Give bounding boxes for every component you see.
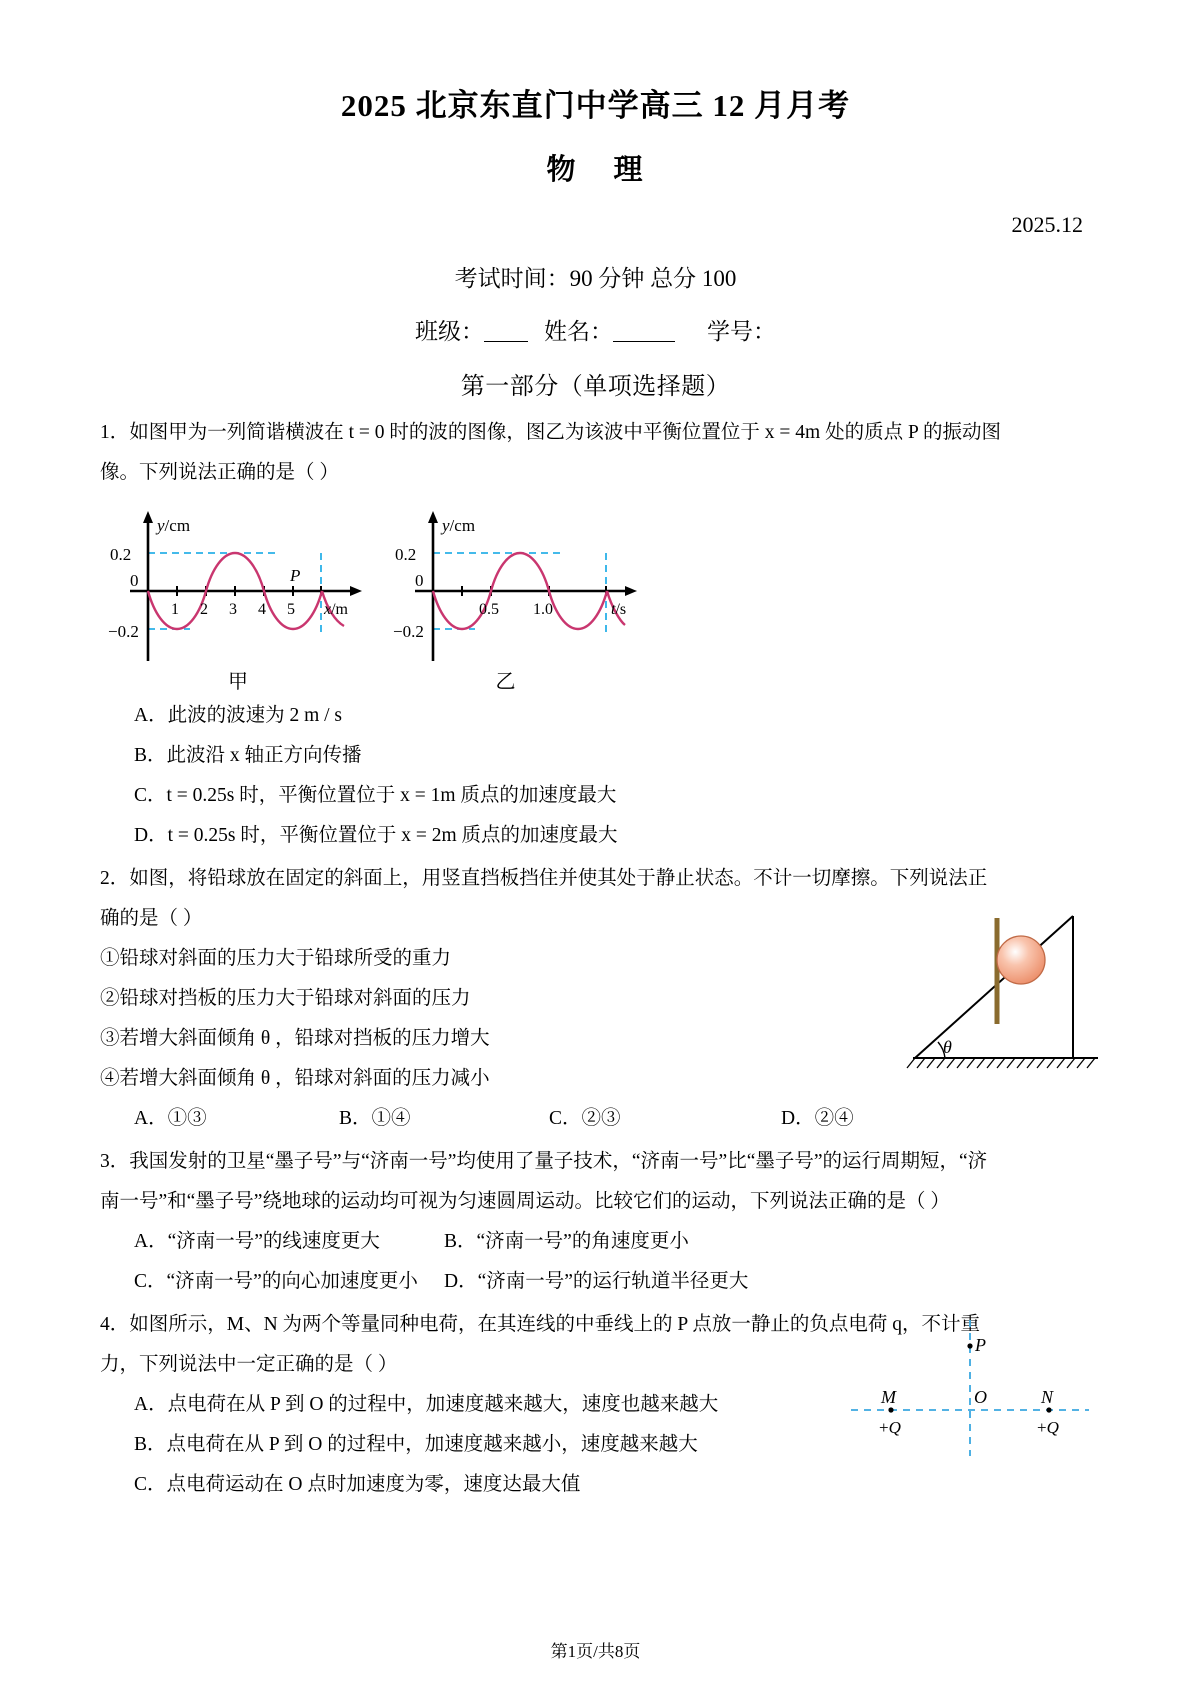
field-label-id: 学号： <box>707 319 776 344</box>
exam-date: 2025.12 <box>1011 212 1083 237</box>
question-2-statement-1: ①铅球对斜面的压力大于铅球所受的重力 <box>100 948 452 969</box>
question-3 <box>100 1142 1091 1222</box>
question-2-option-d[interactable]: D．②④ <box>781 1108 854 1129</box>
wave1-xtick-2: 2 <box>200 601 208 618</box>
wave1-xtick-5: 5 <box>287 601 295 618</box>
wave2-ylabel: y/cm <box>442 516 476 535</box>
question-4-option-a[interactable]: A．点电荷在从 P 到 O 的过程中，加速度越来越大，速度也越来越大 <box>134 1394 719 1415</box>
question-1-stem-line2: 像。下列说法正确的是（ ） <box>100 462 339 483</box>
charge-m-marker <box>888 1407 893 1412</box>
charge-m-value: +Q <box>879 1418 901 1437</box>
figure-point-charges <box>845 1318 1095 1458</box>
wave1-ytick-pos: 0.2 <box>110 545 132 564</box>
charge-n-value: +Q <box>1037 1418 1059 1437</box>
wave1-xtick-1: 1 <box>171 601 179 618</box>
wave1-ylabel: y/cm <box>157 516 191 535</box>
student-info-fields <box>100 313 1091 346</box>
question-4-option-b[interactable]: B．点电荷在从 P 到 O 的过程中，加速度越来越小，速度越来越大 <box>134 1434 698 1455</box>
question-3-options-row-1 <box>100 1222 1091 1262</box>
question-3-stem-line1: 我国发射的卫星“墨子号”与“济南一号”均使用了量子技术，“济南一号”比“墨子号”的运行周期短，“济 <box>129 1151 988 1172</box>
question-3-options-row-2 <box>100 1262 1091 1302</box>
point-o-label: O <box>974 1387 987 1407</box>
figure-caption-jia: 甲 <box>228 671 248 693</box>
exam-duration-info: 考试时间：90 分钟 总分 100 <box>454 266 737 291</box>
question-1-option-c[interactable]: C．t = 0.25s 时，平衡位置位于 x = 1m 质点的加速度最大 <box>134 785 617 806</box>
page-title: 2025 北京东直门中学高三 12 月月考 <box>340 88 851 123</box>
figure-caption-yi: 乙 <box>495 671 516 693</box>
wave1-point-p: P <box>290 566 301 585</box>
subject-title <box>100 147 1091 188</box>
figure-wave-t <box>368 501 643 694</box>
question-1-option-b[interactable]: B．此波沿 x 轴正方向传播 <box>134 745 362 766</box>
question-4-option-c[interactable]: C．点电荷运动在 O 点时加速度为零，速度达最大值 <box>134 1474 581 1495</box>
question-2-statement-2: ②铅球对挡板的压力大于铅球对斜面的压力 <box>100 988 471 1009</box>
question-1-option-d[interactable]: D．t = 0.25s 时，平衡位置位于 x = 2m 质点的加速度最大 <box>134 825 618 846</box>
subject-char-right: 理 <box>613 154 645 186</box>
question-3-option-b[interactable]: B．“济南一号”的角速度更小 <box>444 1231 689 1252</box>
question-1-figures <box>100 501 1091 694</box>
field-label-class: 班级： <box>415 319 484 344</box>
wave-chart-jia <box>108 501 368 671</box>
question-2-stem-line2: 确的是（ ） <box>100 908 203 929</box>
subject-char-left: 物 <box>546 154 578 186</box>
charge-n-marker <box>1046 1407 1051 1412</box>
wave1-xlabel: x/m <box>324 601 348 618</box>
section-part-one: 第一部分（单项选择题） <box>460 374 731 400</box>
question-1-option-a[interactable]: A．此波的波速为 2 m / s <box>134 705 343 726</box>
lead-ball-icon <box>997 936 1045 984</box>
wave-chart-yi <box>393 501 643 671</box>
field-label-name: 姓名： <box>544 319 613 344</box>
question-1 <box>100 413 1091 493</box>
wave2-xlabel: t/s <box>611 601 627 618</box>
question-4-number: 4． <box>100 1314 130 1335</box>
question-2-number: 2． <box>100 868 130 889</box>
wave2-ytick-pos: 0.2 <box>395 545 417 564</box>
question-2-stem-line1: 如图，将铅球放在固定的斜面上，用竖直挡板挡住并使其处于静止状态。不计一切摩擦。下列说法正 <box>129 868 988 889</box>
question-2-statement-4: ④若增大斜面倾角 θ ，铅球对斜面的压力减小 <box>100 1068 490 1089</box>
wave2-ytick-neg: −0.2 <box>393 622 424 641</box>
question-1-stem-line1: 如图甲为一列简谐横波在 t = 0 时的波的图像，图乙为该波中平衡位置位于 x = 4m 处的质点 P 的振动图 <box>129 422 1001 443</box>
incline-angle-label: θ <box>943 1037 952 1057</box>
question-2-statement-3: ③若增大斜面倾角 θ ，铅球对挡板的压力增大 <box>100 1028 490 1049</box>
page-footer: 第1页/共8页 <box>550 1642 641 1661</box>
wave2-xtick-10: 1.0 <box>533 601 553 618</box>
point-p-marker <box>967 1343 972 1348</box>
question-2-options <box>100 1099 1091 1139</box>
field-blank-name[interactable] <box>613 322 675 342</box>
question-2-option-b[interactable]: B．①④ <box>339 1108 411 1129</box>
question-3-stem-line2: 南一号”和“墨子号”绕地球的运动均可视为匀速圆周运动。比较它们的运动，下列说法正确的是（ ） <box>100 1191 950 1212</box>
charge-n-label: N <box>1041 1387 1054 1407</box>
question-1-number: 1． <box>100 422 130 443</box>
question-2-option-a[interactable]: A．①③ <box>134 1108 207 1129</box>
question-3-option-d[interactable]: D．“济南一号”的运行轨道半径更大 <box>444 1271 749 1292</box>
wave2-ytick-zero: 0 <box>415 571 424 590</box>
question-4-stem-line1: 如图所示，M、N 为两个等量同种电荷，在其连线的中垂线上的 P 点放一静止的负点电荷 q，不计重 <box>129 1314 981 1335</box>
question-4-stem-line2: 力，下列说法中一定正确的是（ ） <box>100 1354 398 1375</box>
question-3-option-c[interactable]: C．“济南一号”的向心加速度更小 <box>134 1271 418 1292</box>
charge-m-label: M <box>881 1387 896 1407</box>
question-3-option-a[interactable]: A．“济南一号”的线速度更大 <box>134 1231 380 1252</box>
figure-wave-x <box>108 501 368 694</box>
question-2-option-c[interactable]: C．②③ <box>549 1108 621 1129</box>
wave1-ytick-zero: 0 <box>130 571 139 590</box>
figure-incline-plane <box>893 898 1113 1083</box>
question-3-number: 3． <box>100 1151 130 1172</box>
wave1-xtick-3: 3 <box>229 601 237 618</box>
wave2-xtick-05: 0.5 <box>479 601 499 618</box>
field-blank-class[interactable] <box>484 322 528 342</box>
point-p-label: P <box>975 1335 986 1355</box>
wave1-xtick-4: 4 <box>258 601 266 618</box>
wave1-ytick-neg: −0.2 <box>108 622 139 641</box>
